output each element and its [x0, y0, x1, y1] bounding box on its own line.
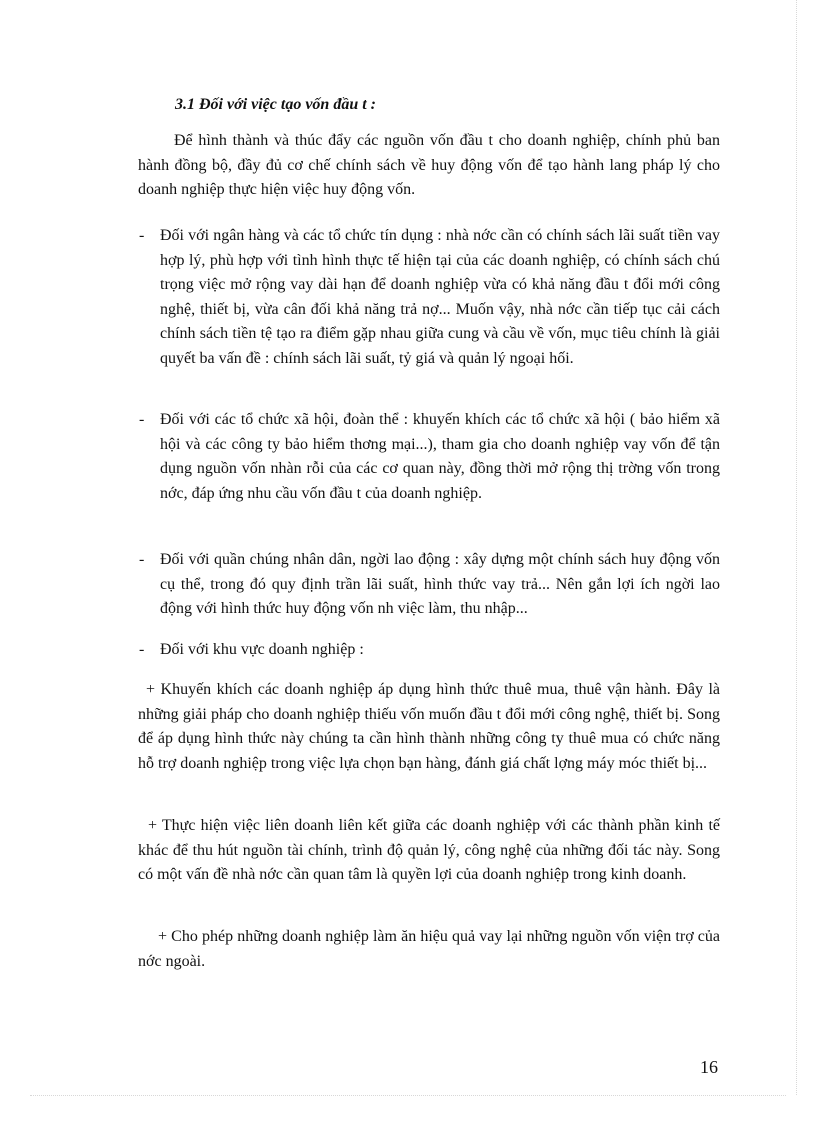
bullet-social-organizations: Đối với các tổ chức xã hội, đoàn thể : khuyến khích các tổ chức xã hội ( bảo hiểm xã hội và các công ty bảo hiểm thơng mại...), tham gia cho doanh nghiệp vay vốn để tận dụng nguồn vốn nhàn rỗi của các cơ quan này, đồng thời mở rộng thị trờng vốn trong nớc, đáp ứng nhu cầu vốn đầu t của doanh nghiệp.: [160, 411, 720, 502]
margin-divider: [796, 0, 797, 1095]
bullet-marker: -: [139, 227, 145, 244]
bullet-marker: -: [139, 641, 145, 658]
bullet-banks: Đối với ngân hàng và các tổ chức tín dụng : nhà nớc cần có chính sách lãi suất tiền vay hợp lý, phù hợp với tình hình thực tế hiện tại của các doanh nghiệp, có chính sách chú trọng việc mở rộng vay dài hạn để doanh nghiệp vừa có khả năng đầu t đổi mới công nghệ, thiết bị, vừa cân đối khả năng trả nợ... Muốn vậy, nhà nớc cần tiếp tục cải cách chính sách tiền tệ tạo ra điểm gặp nhau giữa cung và cầu về vốn, mục tiêu chính là giải quyết ba vấn đề : chính sách lãi suất, tỷ giá và quản lý ngoại hối.: [160, 227, 720, 367]
sub-item-joint-venture: + Thực hiện việc liên doanh liên kết giữa các doanh nghiệp với các thành phần kinh tế khác để thu hút nguồn tài chính, trình độ quản lý, công nghệ của những đối tác này. Song có một vấn đề nhà nớc cần quan tâm là quyền lợi của doanh nghiệp trong kinh doanh.: [138, 817, 720, 883]
page-number: 16: [700, 1057, 718, 1077]
bullet-marker: -: [139, 411, 145, 428]
sub-item-leasing: + Khuyến khích các doanh nghiệp áp dụng hình thức thuê mua, thuê vận hành. Đây là những giải pháp cho doanh nghiệp thiếu vốn muốn đầu t đổi mới công nghệ, thiết bị. Song để áp dụng hình thức này chúng ta cần hình thành những công ty thuê mua có chức năng hỗ trợ doanh nghiệp trong việc lựa chọn bạn hàng, đánh giá chất lợng máy móc thiết bị...: [138, 681, 720, 772]
bullet-marker: -: [139, 551, 145, 568]
section-heading: 3.1 Đối với việc tạo vốn đầu t :: [175, 96, 376, 113]
footer-divider: [30, 1095, 786, 1096]
bullet-enterprises: Đối với khu vực doanh nghiệp :: [160, 641, 364, 658]
intro-paragraph: Để hình thành và thúc đẩy các nguồn vốn đầu t cho doanh nghiệp, chính phủ ban hành đồng bộ, đầy đủ cơ chế chính sách về huy động vốn để tạo hành lang pháp lý cho doanh nghiệp thực hiện việc huy động vốn.: [138, 132, 720, 198]
bullet-public: Đối với quần chúng nhân dân, ngời lao động : xây dựng một chính sách huy động vốn cụ thể, trong đó quy định trần lãi suất, hình thức vay trả... Nên gắn lợi ích ngời lao động với hình thức huy động vốn nh việc làm, thu nhập...: [160, 551, 720, 617]
sub-item-foreign-aid: + Cho phép những doanh nghiệp làm ăn hiệu quả vay lại những nguồn vốn viện trợ của nớc ngoài.: [138, 928, 720, 970]
